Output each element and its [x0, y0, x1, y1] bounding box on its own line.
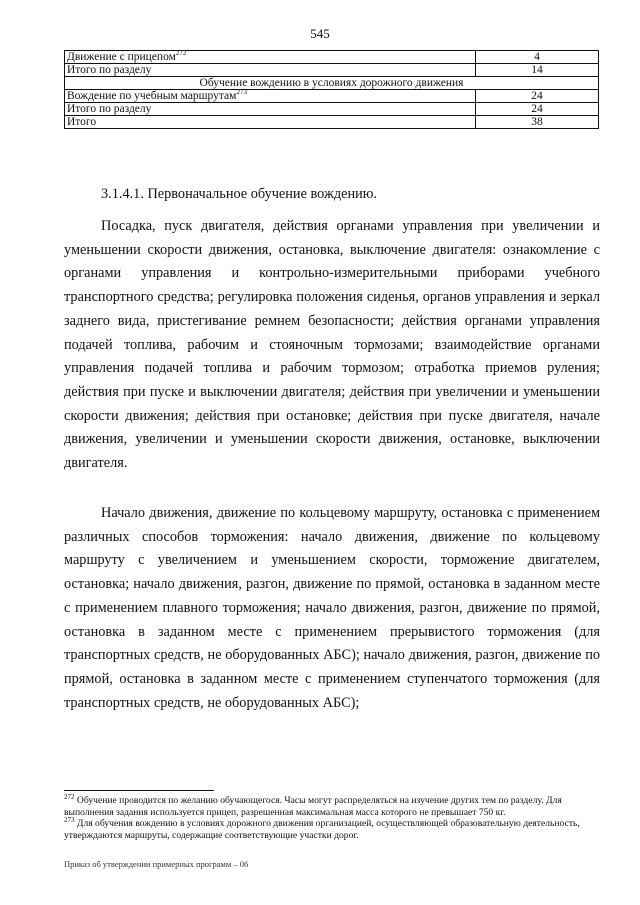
footnotes [64, 792, 600, 841]
footnote-ref: 272 [175, 49, 187, 58]
footnote-number: 272 [64, 792, 75, 801]
table-row [65, 64, 599, 77]
footnote: $^{273}$ Для обучения вождению в условиях дорожного движения организацией, осуществляющей образовательную деятельность, утверждаются маршруты, содержащие соответствующие участки дорог. [64, 815, 580, 841]
section-title: Обучение вождению в условиях дорожного движения [65, 77, 599, 90]
table-section-row [65, 77, 599, 90]
table-row [65, 103, 599, 116]
row-label: Итого по разделу [65, 64, 476, 77]
row-value: 4 [476, 51, 599, 64]
page-footer: Приказ об утверждении примерных программ – 06 [64, 859, 249, 869]
row-label: Вождение по учебным маршрутам$^{273}$ [65, 90, 476, 103]
table-row [65, 116, 599, 129]
table-row [65, 51, 599, 64]
page-number: 545 [310, 26, 330, 41]
table-row [65, 90, 599, 103]
row-label: Итого по разделу [65, 103, 476, 116]
footnote-divider [64, 790, 214, 791]
row-label: Движение с прицепом$^{272}$ [65, 51, 476, 64]
footnote: $^{272}$ Обучение проводится по желанию обучающегося. Часы могут распределяться на изучение других тем по разделу. Для выполнения задания используется прицеп, разрешенная максимальная масса которого не превышает 750 кг. [64, 792, 562, 818]
section-heading: 3.1.4.1. Первоначальное обучение вождению. [101, 186, 378, 202]
hours-table [64, 50, 599, 129]
paragraph: Посадка, пуск двигателя, действия органами управления при увеличении и уменьшении скорости движения, остановка, выключение двигателя: ознакомление с органами управления и контрольно-измерительными приборами учебного транспортного средства; регулировка положения сиденья, органов управления и зеркал заднего вида, пристегивание ремнем безопасности; действия органами управления подачей топлива, рабочим и стояночным тормозами; взаимодействие органами управления подачей топлива и рабочим тормозом; отработка приемов руления; действия при пуске и выключении двигателя; действия при увеличении и уменьшении скорости движения; действия при остановке; действия при пуске двигателя, начале движения, увеличении и уменьшении скорости движения, остановке, выключении двигателя. [64, 218, 600, 472]
footnote-number: 273 [64, 815, 75, 824]
row-value: 24 [476, 103, 599, 116]
row-value: 24 [476, 90, 599, 103]
row-label: Итого [65, 116, 476, 129]
footnote-ref: 273 [236, 88, 247, 97]
paragraph: Начало движения, движение по кольцевому маршруту, остановка с применением различных способов торможения: начало движения, движение по кольцевому маршруту с увеличением и уменьшением скорости, торможение двигателем, остановка; начало движения, разгон, движение по прямой, остановка в заданном месте с применением плавного торможения; начало движения, разгон, движение по прямой, остановка в заданном месте с применением прерывистого торможения (для транспортных средств, не оборудованных АБС); начало движения, разгон, движение по прямой, остановка в заданном месте с применением ступенчатого торможения (для транспортных средств, не оборудованных АБС); [64, 505, 600, 711]
row-value: 38 [476, 116, 599, 129]
row-value: 14 [476, 64, 599, 77]
